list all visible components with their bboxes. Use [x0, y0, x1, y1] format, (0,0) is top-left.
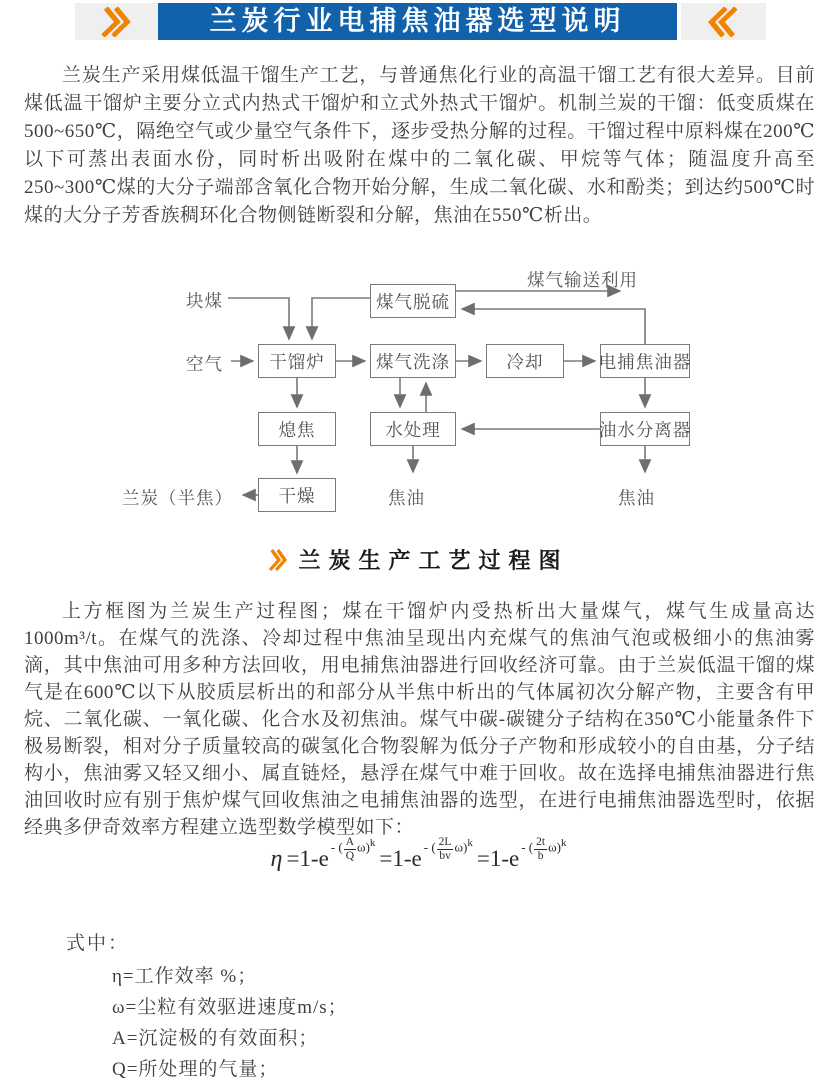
diagram-box-gas-washing	[370, 344, 456, 378]
diagram-box-coke-quenching	[258, 412, 336, 446]
formula-lhs: η	[270, 846, 283, 872]
header-right-ornament	[681, 3, 766, 40]
diagram-box-label: 水处理	[385, 419, 441, 440]
diagram-box-label: 熄焦	[278, 419, 316, 440]
diagram-box-oil-water-separator	[600, 412, 690, 446]
diagram-box-label: 冷却	[506, 351, 544, 372]
diagram-box-gas-desulfurization	[370, 284, 456, 318]
diagram-box-label: 煤气脱硫	[376, 291, 450, 312]
diagram-box-retort-furnace	[258, 344, 336, 378]
deutsch-equation	[0, 836, 837, 876]
process-paragraph: 上方框图为兰炭生产过程图；煤在干馏炉内受热析出大量煤气，煤气生成量高达1000m³/t。在煤气的洗涤、冷却过程中焦油呈现出内充煤气的焦油气泡或极细小的焦油雾滴，其中焦油可用多种方法回收，用电捕焦油器进行回收经济可靠。由于兰炭低温干馏的煤气是在600℃以下从胶质层析出的和部分从半焦中析出的气体属初次分解产物，主要含有甲烷、二氧化碳、一氧化碳、化合水及初焦油。煤气中碳-碳键分子结构在350℃小能量条件下极易断裂，相对分子质量较高的碳氢化合物裂解为低分子产物和形成较小的自由基，分子结构小，焦油雾又轻又细小、属直链烃，悬浮在煤气中难于回收。故在选择电捕焦油器进行焦油回收时应有别于焦炉煤气回收焦油之电捕焦油器的选型，在进行电捕焦油器选型时，依据经典多伊奇效率方程建立选型数学模型如下：	[24, 601, 815, 838]
definition-item: Q=所处理的气量；	[112, 1059, 279, 1080]
double-chevron-left-icon	[707, 7, 741, 37]
section-heading-text: 兰炭生产工艺过程图	[298, 548, 569, 573]
definitions-intro: 式中：	[66, 933, 130, 954]
diagram-box-label: 煤气洗涤	[376, 351, 450, 372]
diagram-box-cooling	[486, 344, 564, 378]
header-banner	[0, 3, 837, 40]
section-heading	[0, 544, 837, 575]
page-title: 兰炭行业电捕焦油器选型说明	[209, 6, 626, 36]
definition-item: A=沉淀极的有效面积；	[112, 1028, 319, 1049]
diagram-box-water-treatment	[370, 412, 456, 446]
diagram-box-drying	[258, 478, 336, 512]
definition-item: η=工作效率 %；	[112, 966, 258, 987]
diagram-box-label: 干馏炉	[269, 351, 325, 372]
diagram-label-gas-transport: 煤气输送利用	[527, 270, 638, 290]
header-left-ornament	[75, 3, 158, 40]
process-flow-diagram	[0, 255, 837, 523]
diagram-box-label: 干燥	[278, 485, 316, 506]
diagram-label-tar-left: 焦油	[388, 488, 425, 508]
diagram-box-electric-tar-precipitator	[600, 344, 690, 378]
diagram-label-tar-right: 焦油	[618, 488, 655, 508]
intro-paragraph: 兰炭生产采用煤低温干馏生产工艺，与普通焦化行业的高温干馏工艺有很大差异。目前煤低温干馏炉主要分立式内热式干馏炉和立式外热式干馏炉。机制兰炭的干馏：低变质煤在500~650℃，隔绝空气或少量空气条件下，逐步受热分解的过程。干馏过程中原料煤在200℃以下可蒸出表面水份，同时析出吸附在煤中的二氧化碳、甲烷等气体；随温度升高至250~300℃煤的大分子端部含氧化合物开始分解，生成二氧化碳、水和酚类；到达约500℃时煤的大分子芳香族稠环化合物侧链断裂和分解，焦油在550℃析出。	[24, 65, 815, 226]
diagram-box-label: 电捕焦油器	[598, 351, 692, 372]
double-chevron-right-icon	[268, 548, 288, 572]
diagram-label-semi-coke: 兰炭（半焦）	[122, 488, 233, 508]
double-chevron-right-icon	[100, 7, 134, 37]
formula-term: =1-e - ( $\frac{A}{Q}$ ω)$^k$	[286, 836, 376, 871]
formula-term: =1-e - ( $\frac{2L}{bv}$ ω)$^k$	[379, 836, 473, 871]
definition-item: ω=尘粒有效驱进速度m/s；	[112, 997, 348, 1018]
header-title-bar	[158, 3, 677, 40]
diagram-label-air: 空气	[186, 354, 223, 374]
diagram-label-lump-coal: 块煤	[186, 291, 223, 311]
diagram-box-label: 油水分离器	[598, 419, 692, 440]
formula-term: =1-e - ( $\frac{2t}{b}$ ω)$^k$	[476, 836, 567, 871]
